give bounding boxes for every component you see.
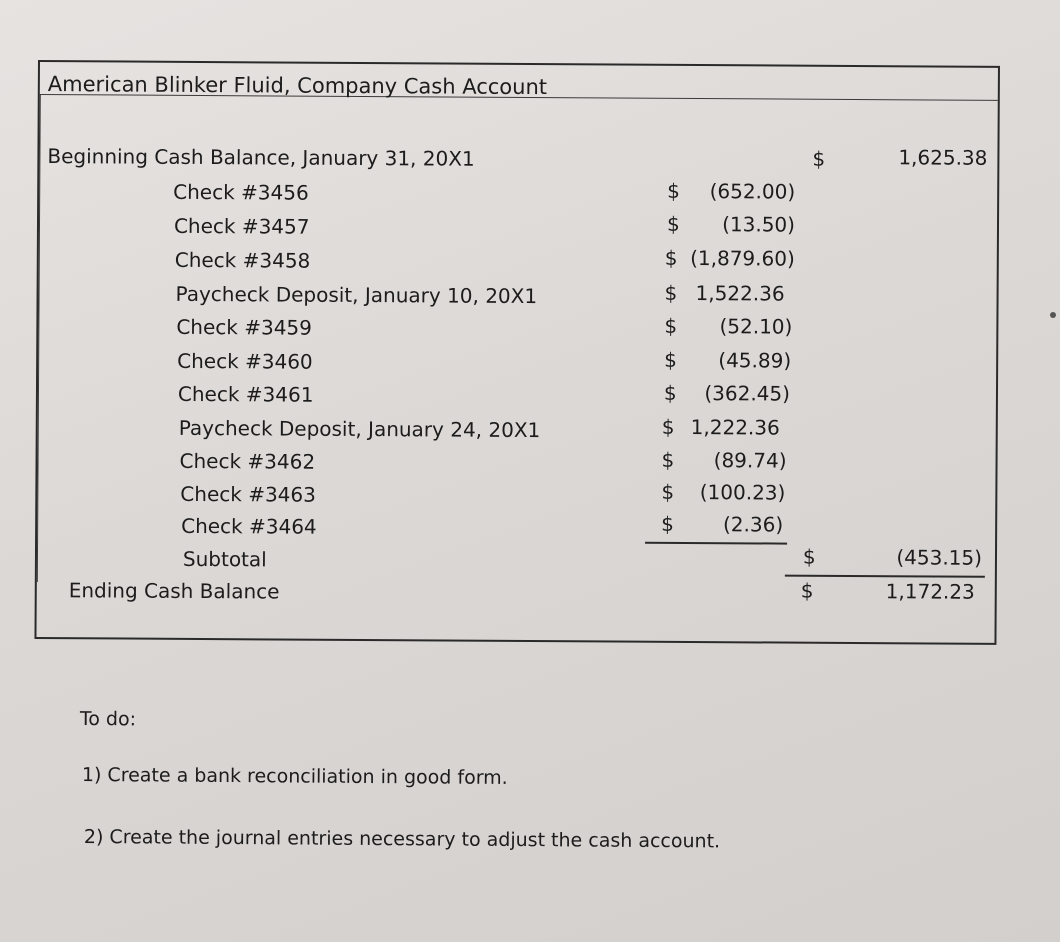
item-label: Paycheck Deposit, January 24, 20X1 <box>178 415 541 443</box>
item-label: Paycheck Deposit, January 10, 20X1 <box>175 281 538 309</box>
item-label: Check #3459 <box>176 314 312 340</box>
item-label: Check #3460 <box>177 348 313 374</box>
item-amount: (1,879.60) <box>690 245 795 271</box>
item-dollar: $ <box>661 447 675 472</box>
item-dollar: $ <box>664 313 678 338</box>
table-title: American Blinker Fluid, Company Cash Account <box>47 72 548 100</box>
ending-balance-amount: 1,172.23 <box>885 579 975 604</box>
item-label: Check #3462 <box>179 448 316 474</box>
items-underline <box>645 542 787 544</box>
item-dollar: $ <box>664 245 678 270</box>
todo-task-2: 2) Create the journal entries necessary to adjust the cash account. <box>83 826 721 853</box>
item-dollar: $ <box>663 380 677 405</box>
item-amount: (13.50) <box>722 212 796 237</box>
subtotal-dollar: $ <box>802 544 816 569</box>
item-amount: (89.74) <box>713 448 787 473</box>
item-amount: 1,522.36 <box>695 281 785 306</box>
item-dollar: $ <box>666 211 680 236</box>
todo-heading: To do: <box>79 708 137 731</box>
item-amount: 1,222.36 <box>690 414 780 440</box>
cash-account-table <box>34 60 1000 645</box>
item-label: Check #3463 <box>180 481 316 507</box>
beginning-balance-amount: 1,625.38 <box>898 145 988 170</box>
table-title-bar <box>40 62 998 101</box>
item-label: Check #3457 <box>173 213 310 239</box>
ending-balance-dollar: $ <box>800 578 814 603</box>
left-border <box>37 94 41 582</box>
item-dollar: $ <box>661 511 674 536</box>
item-amount: (100.23) <box>699 480 786 505</box>
beginning-balance-dollar: $ <box>812 146 826 171</box>
item-amount: (52.10) <box>719 314 793 339</box>
ending-balance-label: Ending Cash Balance <box>68 578 280 604</box>
item-amount: (45.89) <box>718 348 792 373</box>
paper-speck <box>1050 312 1056 318</box>
item-label: Check #3458 <box>174 247 311 273</box>
item-dollar: $ <box>661 479 675 504</box>
item-dollar: $ <box>664 347 677 372</box>
beginning-balance-label: Beginning Cash Balance, January 31, 20X1 <box>47 144 475 171</box>
item-label: Check #3464 <box>181 513 317 539</box>
item-amount: (362.45) <box>704 381 791 406</box>
item-amount: (652.00) <box>709 179 796 204</box>
subtotal-amount: (453.15) <box>896 545 983 570</box>
item-dollar: $ <box>667 178 681 203</box>
item-label: Check #3456 <box>173 179 309 205</box>
item-label: Check #3461 <box>177 381 314 407</box>
subtotal-underline <box>785 575 985 578</box>
item-dollar: $ <box>661 414 675 439</box>
item-amount: (2.36) <box>722 512 784 537</box>
todo-task-1: 1) Create a bank reconciliation in good form. <box>81 764 508 789</box>
subtotal-label: Subtotal <box>182 546 267 572</box>
item-dollar: $ <box>664 280 678 305</box>
